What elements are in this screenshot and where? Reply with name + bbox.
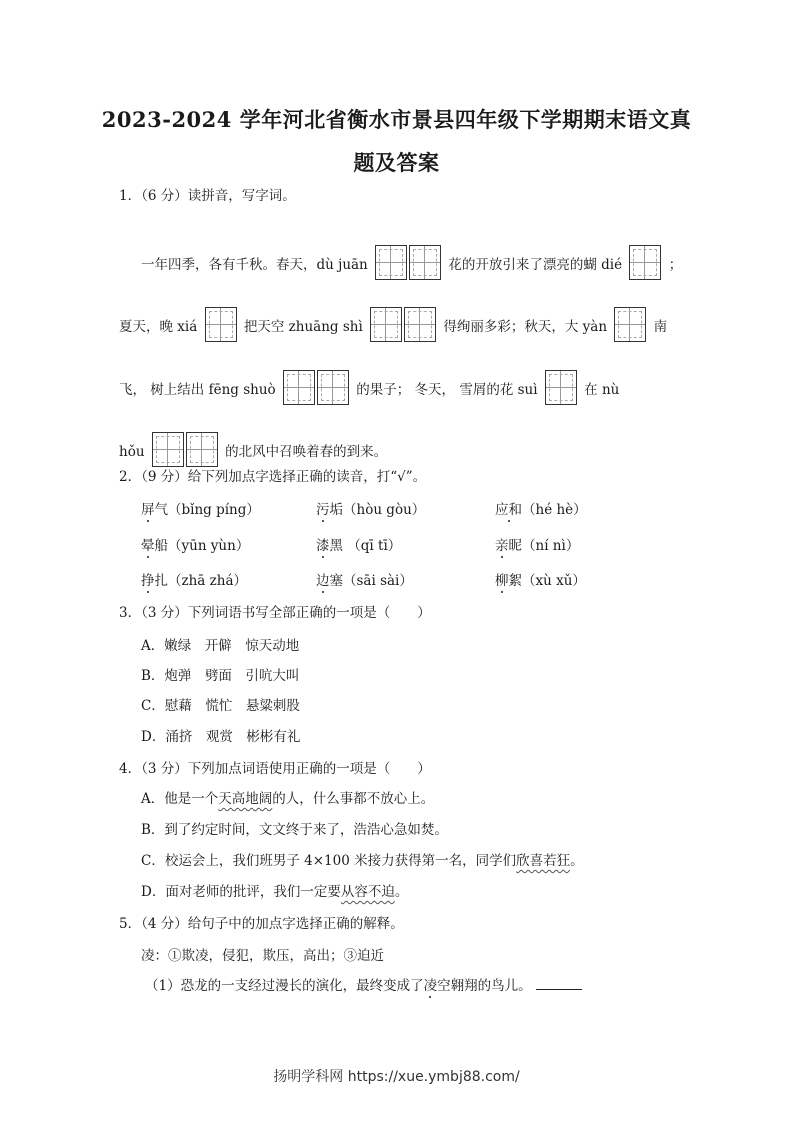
writing-box[interactable] [317, 370, 349, 405]
q1-text: 花的开放引来了漂亮的蝴 dié [448, 257, 623, 273]
q2-dotted-char: 亲 [495, 538, 509, 554]
q5-definition: 凌：①欺凌，侵犯，欺压，高出；③迫近 [141, 948, 384, 964]
q2-pinyin-options: 扎（zhā zhá） [154, 573, 248, 589]
q4-a-word: 天高地阔 [218, 791, 273, 807]
q4-option-a[interactable] [141, 789, 434, 809]
answer-boxes[interactable] [374, 245, 442, 280]
q2-item[interactable] [316, 498, 425, 518]
q2-item[interactable] [495, 534, 579, 554]
q4-d-text-end: 。 [394, 884, 409, 900]
page-title: 2023-2024 学年河北省衡水市景县四年级下学期期末语文真 [101, 107, 692, 132]
q1-text: 夏天，晚 xiá [119, 319, 198, 335]
q3-option-a[interactable]: A．嫩绿 开僻 惊天动地 [141, 638, 300, 654]
writing-box[interactable] [186, 432, 218, 467]
q2-dotted-char: 柳 [495, 573, 509, 589]
footer-watermark: 扬明学科网 https://xue.ymbj88.com/ [273, 1069, 520, 1085]
q4-b-text: B．到了约定时间，文文终于来了，浩浩心急如焚。 [141, 822, 448, 838]
q4-c-text-end: 。 [570, 853, 584, 869]
writing-box[interactable] [375, 245, 407, 280]
q4-a-text-end: 的人，什么事都不放心上。 [272, 791, 435, 807]
q2-item[interactable] [495, 569, 586, 589]
answer-boxes[interactable] [628, 245, 662, 280]
q2-pinyin-options: 黑 （qī tī） [329, 538, 402, 554]
q1-line-4 [119, 432, 387, 467]
writing-box[interactable] [409, 245, 441, 280]
q3-option-b[interactable]: B．炮弹 劈面 引吭大叫 [141, 668, 300, 684]
q2-dotted-char: 漆 [316, 538, 330, 554]
q2-pinyin-options: 塞（sāi sài） [329, 573, 413, 589]
answer-boxes[interactable] [613, 307, 647, 342]
q2-pinyin-options: （hé hè） [522, 502, 587, 518]
writing-box[interactable] [404, 307, 436, 342]
q2-dotted-char: 屏 [141, 502, 155, 518]
q2-stem: 2．（9 分）给下列加点字选择正确的读音，打“√”。 [119, 469, 427, 485]
page-title-continued: 题及答案 [353, 150, 440, 175]
q2-item[interactable] [316, 569, 413, 589]
q4-stem: 4．（3 分）下列加点词语使用正确的一项是（ ） [119, 761, 431, 777]
q2-dotted-char: 边 [316, 573, 330, 589]
q1-text: 一年四季，各有千秋。春天，dù juān [141, 257, 368, 273]
q3-stem: 3．（3 分）下列词语书写全部正确的一项是（ ） [119, 605, 431, 621]
q2-pinyin-options: 气（bǐng píng） [154, 502, 260, 518]
q2-item[interactable] [141, 534, 249, 554]
q2-item[interactable] [141, 569, 247, 589]
q1-text: 的北风中召唤着春的到来。 [225, 444, 388, 460]
answer-boxes[interactable] [369, 307, 437, 342]
q1-text: 飞， 树上结出 fēng shuò [119, 382, 276, 398]
q2-dotted-char: 晕 [141, 538, 155, 554]
q2-pinyin-options: 船（yūn yùn） [154, 538, 250, 554]
q2-item[interactable] [141, 498, 260, 518]
q4-option-d[interactable] [141, 882, 408, 902]
writing-box[interactable] [283, 370, 315, 405]
q1-stem: 1．（6 分）读拼音，写字词。 [119, 188, 296, 204]
writing-box[interactable] [614, 307, 646, 342]
q1-line-1 [141, 245, 682, 280]
q3-option-c[interactable]: C．慰藉 慌忙 悬粱刺股 [141, 698, 300, 714]
q5-s1-dotted-char: 凌 [423, 978, 438, 994]
q1-text: 南 [653, 319, 668, 335]
q5-stem: 5．（4 分）给句子中的加点字选择正确的解释。 [119, 916, 404, 932]
q4-c-text: C．校运会上，我们班男子 4×100 米接力获得第一名，同学们 [141, 853, 517, 869]
q4-d-word: 从容不迫 [340, 884, 395, 900]
q2-item[interactable] [316, 534, 401, 554]
q3-option-d[interactable]: D．涌挤 观赏 彬彬有礼 [141, 729, 301, 745]
writing-box[interactable] [205, 307, 237, 342]
q1-line-3 [119, 370, 619, 405]
writing-box[interactable] [629, 245, 661, 280]
q5-s1-answer-blank[interactable] [536, 975, 582, 990]
writing-box[interactable] [370, 307, 402, 342]
q5-sentence-1 [145, 975, 582, 996]
q2-pinyin-options: 絮（xù xǔ） [508, 573, 586, 589]
q4-c-word: 欣喜若狂 [516, 853, 571, 869]
answer-boxes[interactable] [544, 370, 578, 405]
q1-text: 得绚丽多彩；秋天，大 yàn [443, 319, 608, 335]
q1-text: ； [668, 257, 683, 273]
q4-option-b[interactable] [141, 820, 448, 840]
q2-pinyin-options: 昵（ní nì） [508, 538, 580, 554]
q4-a-text: A．他是一个 [141, 791, 219, 807]
q1-text: hǒu [119, 444, 145, 460]
answer-boxes[interactable] [282, 370, 350, 405]
answer-boxes[interactable] [204, 307, 238, 342]
q1-text: 的果子； 冬天， 雪屑的花 suì [356, 382, 538, 398]
q4-d-text: D．面对老师的批评，我们一定要 [141, 884, 341, 900]
q5-s1-text: （1）恐龙的一支经过漫长的演化，最终变成了 [145, 978, 424, 994]
q1-text: 在 nù [584, 382, 620, 398]
q2-pinyin-options: 垢（hòu gòu） [329, 502, 426, 518]
q2-dotted-char: 污 [316, 502, 330, 518]
q2-dotted-char: 挣 [141, 573, 155, 589]
answer-boxes[interactable] [151, 432, 219, 467]
q1-line-2 [119, 307, 667, 342]
writing-box[interactable] [152, 432, 184, 467]
q2-item[interactable] [495, 498, 587, 518]
q1-text: 把天空 zhuāng shì [243, 319, 363, 335]
q5-s1-text-end: 空翱翔的鸟儿。 [437, 978, 532, 994]
q4-option-c[interactable] [141, 851, 584, 871]
writing-box[interactable] [545, 370, 577, 405]
q2-dotted-char: 应和 [495, 502, 522, 518]
